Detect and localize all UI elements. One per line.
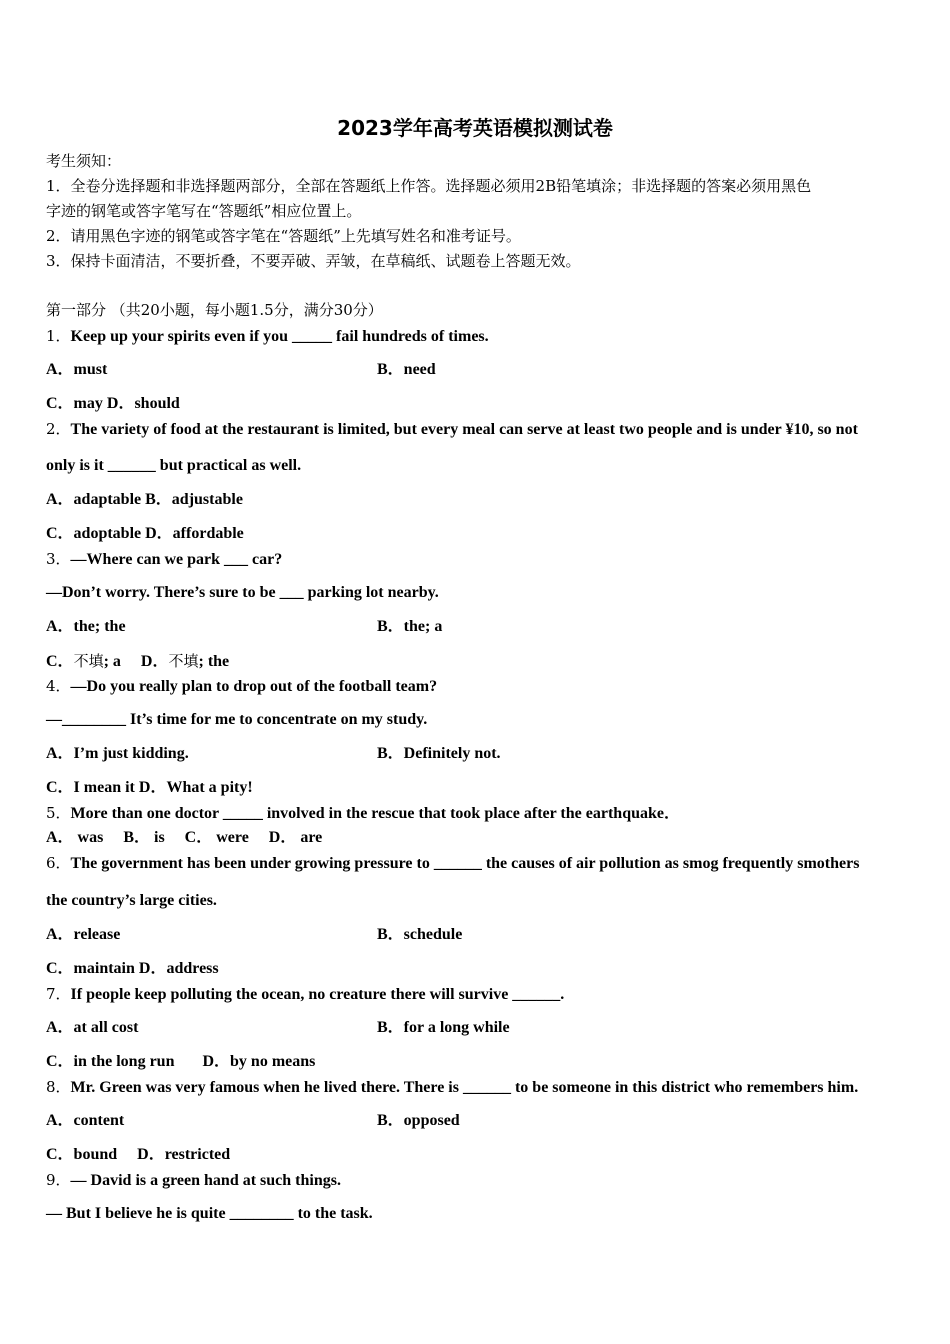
q4-options-cd: C．I mean it D．What a pity! [46,779,253,796]
question-5: 5．More than one doctor _____ involved in the rescue that took place after the earthquake． [46,804,680,822]
q7-options-cd: C．in the long run D．by no means [46,1053,316,1070]
question-3: 3．—Where can we park ___ car? [46,550,283,568]
q8-options-cd: C．bound D．restricted [46,1146,231,1163]
question-7: 7．If people keep polluting the ocean, no creature there will survive ______. [46,985,565,1003]
page-title: 2023学年高考英语模拟测试卷 [337,116,613,140]
question-2-cont: only is it ______ but practical as well. [46,457,302,474]
q7-option-a: A．at all cost [46,1019,139,1036]
q2-options-ab: A．adaptable B．adjustable [46,491,243,508]
question-8: 8．Mr. Green was very famous when he lived there. There is ______ to be someone in this district who remembers him. [46,1078,859,1096]
q4-option-b: B．Definitely not. [377,745,501,762]
section-heading: 第一部分 （共20小题，每小题1.5分，满分30分） [46,301,383,319]
q6-option-b: B．schedule [377,926,463,943]
q8-option-b: B．opposed [377,1112,460,1129]
notice-line-1: 1．全卷分选择题和非选择题两部分，全部在答题纸上作答。选择题必须用2B铅笔填涂；非选择题的答案必须用黑色 [46,177,812,195]
question-9-cont: — But I believe he is quite ________ to the task. [46,1205,373,1222]
q1-option-a: A．must [46,361,108,378]
question-3-cont: —Don’t worry. There’s sure to be ___ parking lot nearby. [46,584,439,601]
q7-option-b: B．for a long while [377,1019,510,1036]
q6-option-a: A．release [46,926,121,943]
notice-line-2: 2．请用黑色字迹的钢笔或答字笔在“答题纸”上先填写姓名和准考证号。 [46,227,521,245]
q1-option-b: B．need [377,361,436,378]
q3-options-cd: C．不填; a D．不填; the [46,652,230,670]
notice-line-3: 3．保持卡面清洁，不要折叠，不要弄破、弄皱，在草稿纸、试题卷上答题无效。 [46,252,581,270]
q5-options: A． was B． is C． were D． are [46,829,323,846]
question-6-cont: the country’s large cities. [46,892,217,909]
q2-options-cd: C．adoptable D．affordable [46,525,244,542]
notice-heading: 考生须知： [46,152,122,170]
question-9: 9．— David is a green hand at such things. [46,1171,341,1189]
question-6: 6．The government has been under growing pressure to ______ the causes of air pollution as smog frequently smothers [46,854,860,872]
q4-option-a: A．I’m just kidding. [46,745,189,762]
question-4-cont: —________ It’s time for me to concentrate on my study. [46,711,428,728]
q8-option-a: A．content [46,1112,125,1129]
question-2: 2．The variety of food at the restaurant is limited, but every meal can serve at least two people and is under ¥10, so not [46,420,858,438]
q6-options-cd: C．maintain D．address [46,960,219,977]
question-4: 4．—Do you really plan to drop out of the football team? [46,677,438,695]
q3-option-b: B．the; a [377,618,443,635]
q1-options-cd: C．may D．should [46,395,180,412]
question-1: 1．Keep up your spirits even if you _____ fail hundreds of times. [46,327,489,345]
notice-line-1b: 字迹的钢笔或答字笔写在“答题纸”相应位置上。 [46,202,362,220]
q3-option-a: A．the; the [46,618,126,635]
